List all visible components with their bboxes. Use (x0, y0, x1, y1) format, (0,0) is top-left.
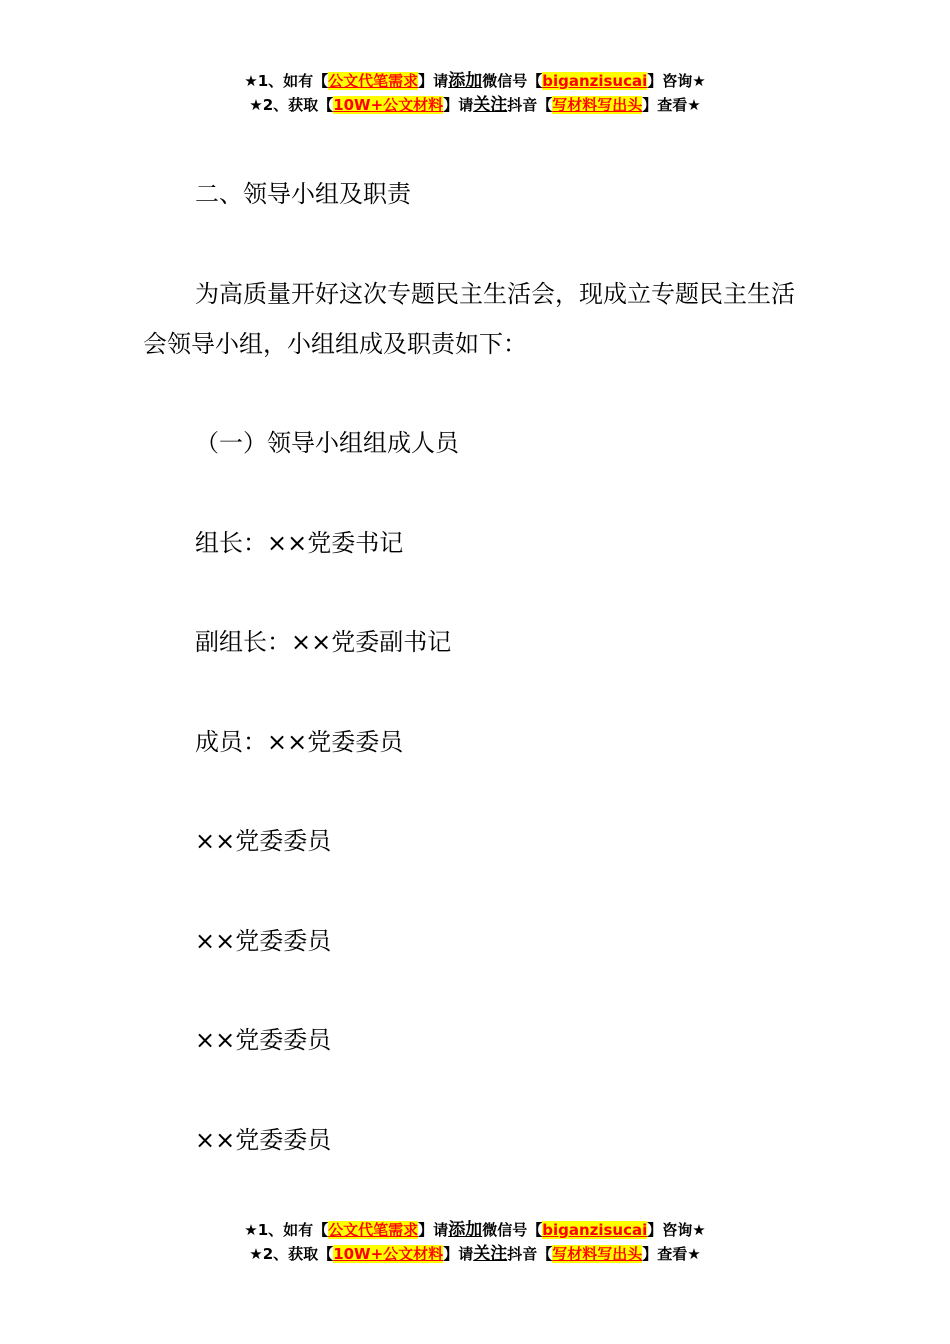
banner-highlight: 10W+公文材料 (333, 1245, 444, 1263)
banner-highlight: 10W+公文材料 (333, 96, 444, 114)
banner-text: 抖音【 (507, 1245, 553, 1263)
wechat-id-highlight: biganzisucai (542, 72, 648, 90)
banner-text: 微信号【 (482, 72, 543, 90)
banner-text: 抖音【 (507, 96, 553, 114)
member-line: ××党委委员 (195, 1026, 332, 1054)
banner-text: ★2、获取【 (249, 1245, 334, 1263)
banner-highlight: 公文代笔需求 (328, 72, 419, 90)
deputy-leader-line: 副组长：××党委副书记 (195, 628, 452, 656)
banner-highlight: 公文代笔需求 (328, 1221, 419, 1239)
banner-text: 】查看★ (642, 96, 701, 114)
banner-line-1 (0, 1218, 950, 1242)
banner-line-1 (0, 69, 950, 93)
banner-emphasis: 添加 (448, 71, 483, 91)
banner-line-2 (0, 93, 950, 117)
banner-text: 】请 (443, 1245, 474, 1263)
banner-text: 】请 (443, 96, 474, 114)
wechat-id-highlight: biganzisucai (542, 1221, 648, 1239)
banner-text: 】查看★ (642, 1245, 701, 1263)
banner-text: ★2、获取【 (249, 96, 334, 114)
banner-text: 】请 (418, 1221, 449, 1239)
banner-line-2 (0, 1242, 950, 1266)
subsection-heading: （一）领导小组组成人员 (195, 429, 459, 457)
members-line: 成员：××党委委员 (195, 728, 404, 756)
banner-emphasis: 关注 (473, 1244, 508, 1264)
banner-text: 】咨询★ (647, 72, 706, 90)
banner-text: 】咨询★ (647, 1221, 706, 1239)
banner-emphasis: 添加 (448, 1220, 483, 1240)
banner-text: ★1、如有【 (244, 72, 329, 90)
member-line: ××党委委员 (195, 1126, 332, 1154)
member-line: ××党委委员 (195, 927, 332, 955)
douyin-id-highlight: 写材料写出头 (552, 96, 643, 114)
banner-text: 微信号【 (482, 1221, 543, 1239)
section-heading: 二、领导小组及职责 (195, 180, 411, 208)
footer-banner (0, 1218, 950, 1266)
banner-text: ★1、如有【 (244, 1221, 329, 1239)
intro-paragraph (143, 269, 808, 369)
intro-text: 为高质量开好这次专题民主生活会，现成立专题民主生活会领导小组，小组组成及职责如下： (143, 280, 795, 358)
douyin-id-highlight: 写材料写出头 (552, 1245, 643, 1263)
header-banner (0, 69, 950, 117)
banner-emphasis: 关注 (473, 95, 508, 115)
member-line: ××党委委员 (195, 827, 332, 855)
leader-line: 组长：××党委书记 (195, 529, 404, 557)
banner-text: 】请 (418, 72, 449, 90)
